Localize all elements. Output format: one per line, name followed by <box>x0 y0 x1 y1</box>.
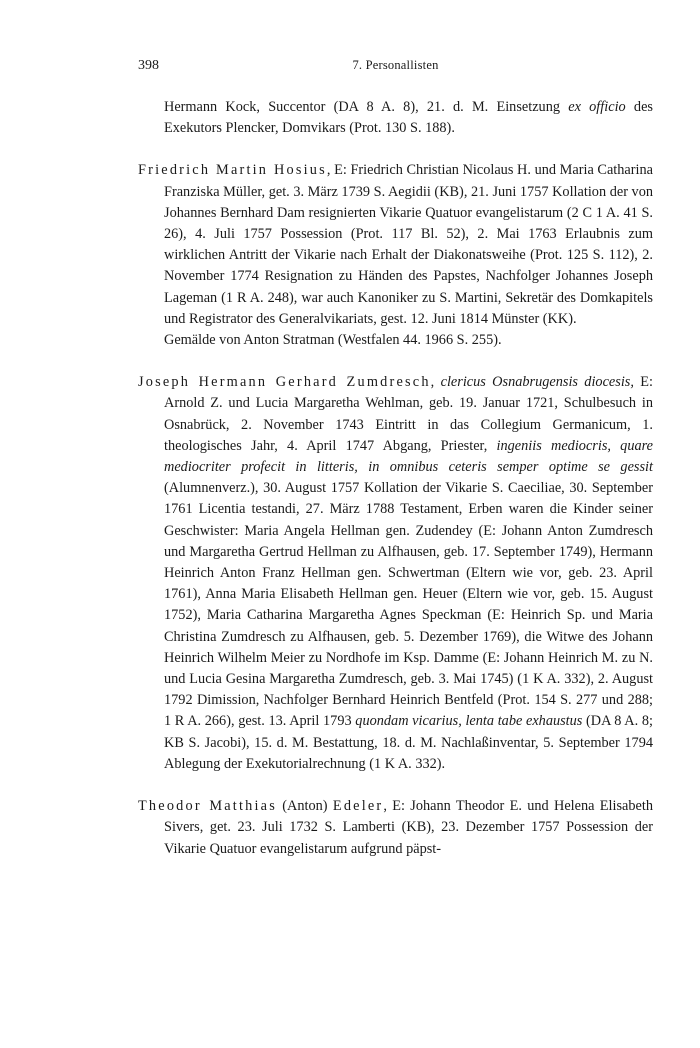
page-body <box>138 97 653 860</box>
page-number: 398 <box>138 58 159 73</box>
person-name: Friedrich Martin Hosius <box>138 162 327 179</box>
person-surname: Edeler <box>332 798 384 815</box>
person-name: Theodor Matthias <box>138 798 277 815</box>
entry-edeler: Theodor Matthias (Anton) Edeler, E: Johann Theodor E. und Helena Elisabeth Sivers, get. 23. Juli 1732 S. Lamberti (KB), 23. Dezember 1757 Possession der Vikarie Quatuor evangelistarum aufgrund päpst- <box>138 798 653 857</box>
running-title: 7. Personallisten <box>352 58 439 72</box>
person-name: Joseph Hermann Gerhard Zumdresch <box>138 374 431 391</box>
entry-zumdresch: Joseph Hermann Gerhard Zumdresch, clericus Osnabrugensis diocesis, E: Arnold Z. und Lucia Margaretha Wehlman, geb. 19. Januar 1721, Schulbesuch in Osnabrück, 2. November 1743 Eintritt in das Collegium Germanicum, 1. theologisches Jahr, 4. April 1747 Abgang, Priester, ingeniis mediocris, quare mediocriter profecit in litteris, in omnibus ceteris semper optime se gessit (Alumnenverz.), 30. August 1757 Kollation der Vikarie S. Caeciliae, 30. September 1761 Licentia testandi, 27. März 1788 Testament, Erben waren die Kinder seiner Geschwister: Maria Angela Hellman gen. Zudendey (E: Johann Anton Zumdresch und Margaretha Gertrud Hellman zu Alfhausen, geb. 17. September 1749), Hermann Heinrich Anton Franz Hellman gen. Schwertman (Eltern wie vor, geb. 23. April 1761), Anna Maria Elisabeth Hellman gen. Heuer (Eltern wie vor, geb. 15. August 1752), Maria Catharina Margaretha Agnes Speckman (E: Heinrich Sp. und Maria Christina Zumdresch zu Alfhausen, geb. 5. Dezember 1769), die Witwe des Johann Heinrich Wilhelm Meier zu Nordhofe im Ksp. Damme (E: Johann Heinrich M. zu N. und Lucia Gesina Margaretha Zumdresch, geb. 3. Mai 1745) (1 K A. 332), 2. August 1792 Dimission, Nachfolger Bernhard Heinrich Bentfeld (Prot. 154 S. 277 und 288; 1 R A. 266), gest. 13. April 1793 quondam vicarius, lenta tabe exhaustus (DA 8 A. 8; KB S. Jacobi), 15. d. M. Bestattung, 18. d. M. Nachlaßinventar, 5. September 1794 Ablegung der Exekutorialrechnung (1 K A. 332). <box>138 374 654 772</box>
entry-kock: Hermann Kock, Succentor (DA 8 A. 8), 21. d. M. Einsetzung ex officio des Exekutors Plencker, Domvikars (Prot. 130 S. 188). <box>164 99 653 137</box>
page-header <box>138 58 653 78</box>
entry-note: Gemälde von Anton Stratman (Westfalen 44. 1966 S. 255). <box>164 332 502 349</box>
entry-hosius: Friedrich Martin Hosius, E: Friedrich Christian Nicolaus H. und Maria Catharina Franziska Müller, get. 3. März 1739 S. Aegidii (KB), 21. Juni 1757 Kollation der von Johannes Bernhard Dam resignierten Vikarie Quatuor evangelistarum (2 C 1 A. 41 S. 26), 4. Juli 1757 Possession (Prot. 117 Bl. 52), 2. Mai 1763 Erlaubnis zum wirklichen Antritt der Vikarie nach Erhalt der Diakonatsweihe (Prot. 125 S. 112), 2. November 1774 Resignation zu Händen des Papstes, Nachfolger Johannes Joseph Lageman (1 R A. 248), war auch Kanoniker zu S. Martini, Sekretär des Domkapitels und Registrator des Generalvikariats, gest. 12. Juni 1814 Münster (KK). Gemälde von Anton Stratman (Westfalen 44. 1966 S. 255). <box>138 160 653 351</box>
